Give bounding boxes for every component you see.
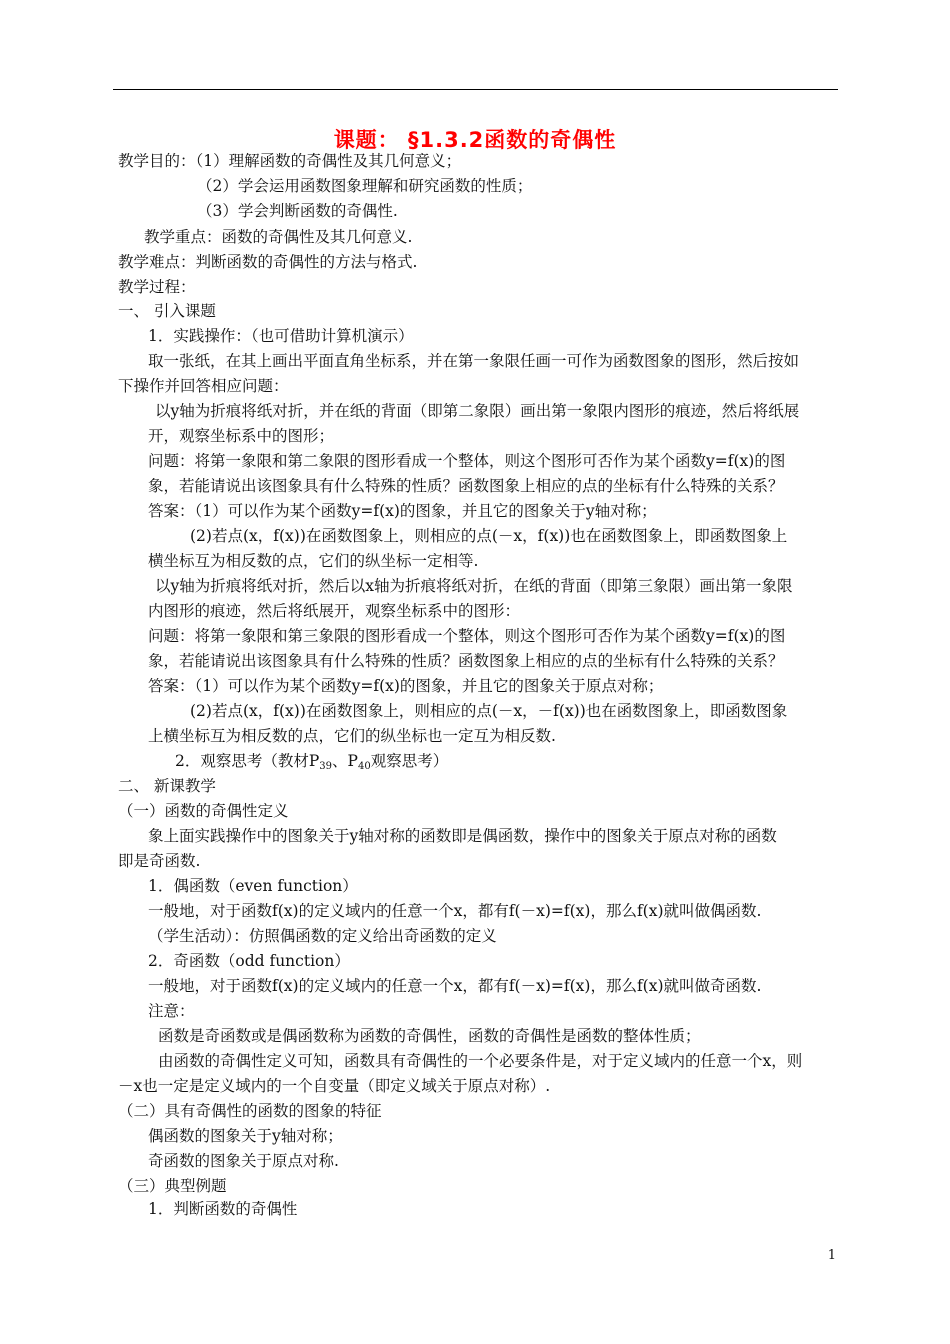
text-line: 教学过程： <box>118 278 196 296</box>
text-line: 横坐标互为相反数的点，它们的纵坐标一定相等. <box>148 552 479 570</box>
observe-suffix: 观察思考） <box>370 752 449 770</box>
subsection-heading: （一）函数的奇偶性定义 <box>118 802 289 820</box>
text-line: 问题：将第一象限和第二象限的图形看成一个整体，则这个图形可否作为某个函数y=f(x)的图 <box>148 452 786 470</box>
observe-line <box>175 750 448 775</box>
text-line: 以y轴为折痕将纸对折，并在纸的背面（即第二象限）画出第一象限内图形的痕迹，然后将纸展 <box>155 402 800 420</box>
text-line: 教学目的：（1）理解函数的奇偶性及其几何意义； <box>118 152 462 170</box>
text-line: 答案：（1）可以作为某个函数y=f(x)的图象，并且它的图象关于原点对称； <box>148 677 664 695</box>
text-line: (2)若点(x，f(x))在函数图象上，则相应的点(－x，－f(x))也在函数图象上，即函数图象 <box>190 702 788 720</box>
text-line: 一般地，对于函数f(x)的定义域内的任意一个x，都有f(－x)=f(x)，那么f(x)就叫做奇函数. <box>148 977 762 995</box>
text-line: 2．奇函数（odd function） <box>148 952 350 970</box>
text-line: 即是奇函数. <box>118 852 201 870</box>
section-heading: 二、 新课教学 <box>118 777 216 795</box>
text-line: 1．实践操作：（也可借助计算机演示） <box>148 327 414 345</box>
text-line: 函数是奇函数或是偶函数称为函数的奇偶性，函数的奇偶性是函数的整体性质； <box>158 1027 701 1045</box>
section-heading: 一、 引入课题 <box>118 302 216 320</box>
observe-mid: 、P <box>332 752 358 770</box>
page-ref-40: 40 <box>357 761 371 772</box>
text-line: 1．偶函数（even function） <box>148 877 358 895</box>
text-line: 上横坐标互为相反数的点，它们的纵坐标也一定互为相反数. <box>148 727 556 745</box>
text-line: 教学重点：函数的奇偶性及其几何意义. <box>144 228 413 246</box>
text-line: 下操作并回答相应问题： <box>118 377 289 395</box>
text-line: 奇函数的图象关于原点对称. <box>148 1152 339 1170</box>
text-line: 一般地，对于函数f(x)的定义域内的任意一个x，都有f(－x)=f(x)，那么f(x)就叫做偶函数. <box>148 902 762 920</box>
text-line: 教学难点：判断函数的奇偶性的方法与格式. <box>118 253 418 271</box>
text-line: 内图形的痕迹，然后将纸展开，观察坐标系中的图形： <box>148 602 521 620</box>
page-ref-39: 39 <box>319 761 333 772</box>
text-line: 偶函数的图象关于y轴对称； <box>148 1127 343 1145</box>
text-line: 象上面实践操作中的图象关于y轴对称的函数即是偶函数，操作中的图象关于原点对称的函数 <box>148 827 777 845</box>
text-line: 象，若能请说出该图象具有什么特殊的性质？函数图象上相应的点的坐标有什么特殊的关系？ <box>148 652 784 670</box>
text-line: －x也一定是定义域内的一个自变量（即定义域关于原点对称）. <box>118 1077 551 1095</box>
text-line: 答案：（1）可以作为某个函数y=f(x)的图象，并且它的图象关于y轴对称； <box>148 502 657 520</box>
header-rule <box>113 89 838 90</box>
text-line: （3）学会判断函数的奇偶性. <box>197 202 398 220</box>
observe-prefix: 2．观察思考（教材P <box>175 752 320 770</box>
text-line: 象，若能请说出该图象具有什么特殊的性质？函数图象上相应的点的坐标有什么特殊的关系？ <box>148 477 784 495</box>
text-line: 开，观察坐标系中的图形； <box>148 427 335 445</box>
text-line: 取一张纸，在其上画出平面直角坐标系，并在第一象限任画一可作为函数图象的图形，然后按如 <box>148 352 800 370</box>
text-line: 注意： <box>148 1002 195 1020</box>
subsection-heading: （三）典型例题 <box>118 1177 227 1195</box>
text-line: 以y轴为折痕将纸对折，然后以x轴为折痕将纸对折，在纸的背面（即第三象限）画出第一象限 <box>155 577 793 595</box>
text-line: (2)若点(x，f(x))在函数图象上，则相应的点(－x，f(x))也在函数图象上，即函数图象上 <box>190 527 788 545</box>
text-line: （2）学会运用函数图象理解和研究函数的性质； <box>197 177 533 195</box>
text-line: 由函数的奇偶性定义可知，函数具有奇偶性的一个必要条件是，对于定义域内的任意一个x，则 <box>158 1052 803 1070</box>
text-line: （学生活动）：仿照偶函数的定义给出奇函数的定义 <box>148 927 497 945</box>
page-title: 课题： §1.3.2函数的奇偶性 <box>333 128 617 152</box>
text-line: 问题：将第一象限和第三象限的图形看成一个整体，则这个图形可否作为某个函数y=f(x)的图 <box>148 627 786 645</box>
subsection-heading: （二）具有奇偶性的函数的图象的特征 <box>118 1102 382 1120</box>
text-line: 1．判断函数的奇偶性 <box>148 1200 298 1218</box>
page-number: 1 <box>827 1248 836 1263</box>
